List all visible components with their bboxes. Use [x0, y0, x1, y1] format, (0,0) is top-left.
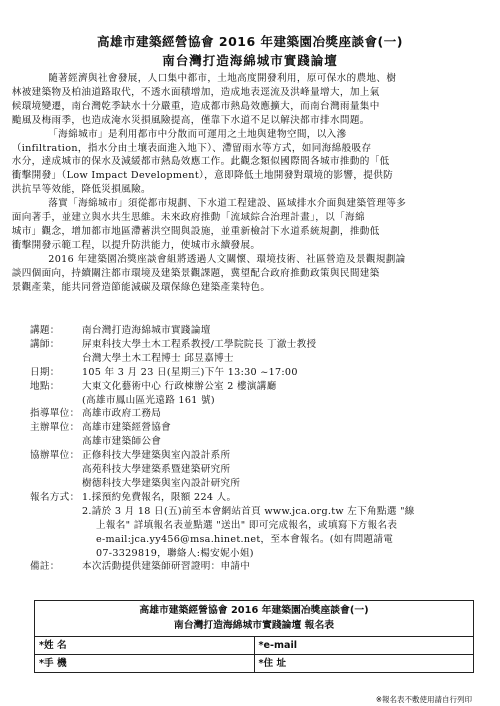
date-label: 日期：	[30, 366, 60, 378]
topic-label: 講題：	[30, 325, 60, 336]
document-subtitle: 南台灣打造海綿城市實踐論壇	[162, 53, 338, 68]
host-label: 主辦單位：	[30, 422, 80, 434]
text-line: 洪抗旱等效能，降低災損風險。	[11, 184, 151, 196]
host-row	[30, 421, 480, 449]
text-line: 城市」觀念，增加都市地區滯蓄洪空間與設施，並重新檢討下水道系統規劃，推動低	[11, 225, 380, 237]
address-field[interactable]: *住 址	[254, 655, 474, 672]
name-field[interactable]: *姓 名	[39, 640, 67, 651]
speaker-label: 講師：	[30, 338, 60, 350]
text-line: 衝擊開發」（Low Impact Development），意即降低土地開發對環境的影響，提供防	[11, 170, 394, 182]
registration-row	[30, 491, 480, 561]
intro-body	[11, 72, 473, 295]
text-line: 2016 年建築園冶獎座談會組將透過人文關懷、環境技術、社區營造及景觀規劃論	[48, 253, 406, 265]
text-line: （infiltration，指水分由土壤表面進入地下）、滯留雨水等方式，如同海綿般吸存	[11, 142, 372, 154]
text-line: 隨著經濟與社會發展，人口集中都市，土地高度開發利用，原可保水的農地、樹	[48, 73, 397, 84]
date-value: 105 年 3 月 23 日(星期三)下午 13:30 ~17:00	[82, 366, 298, 378]
remark-label: 備註：	[30, 561, 60, 573]
co-organizer-value: 正修科技大學建築與室內設計系所	[82, 450, 231, 462]
phone-field[interactable]: *手 機	[39, 658, 67, 669]
venue-row	[30, 380, 480, 408]
registration-step: 2.請於 3 月 18 日(五)前至本會網站首頁 www.jca.org.tw 左下角點選 "線	[82, 505, 415, 517]
text-line: 面向著手，並建立與水共生思維。未來政府推動「流域綜合治理計畫」，以「海綿	[11, 212, 365, 224]
email-field[interactable]: *e-mail	[254, 637, 474, 654]
form-subtitle: 南台灣打造海綿城市實踐論壇 報名表	[173, 620, 335, 631]
host-value: 高雄市建築經營協會	[82, 422, 172, 434]
speaker-value: 屏東科技大學土木工程系教授/工學院院長 丁澈士教授	[82, 338, 317, 350]
topic-value: 南台灣打造海綿城市實踐論壇	[82, 325, 211, 336]
supervisor-row	[30, 407, 480, 421]
footer-note: ※報名表不敷使用請自行列印	[375, 695, 472, 704]
remark-value: 本次活動提供建築師研習證明：申請中	[82, 561, 251, 573]
document-title: 高雄市建築經營協會 2016 年建築園冶獎座談會(一)	[97, 34, 403, 49]
host-value: 高雄市建築師公會	[82, 436, 162, 448]
venue-address: (高雄市鳳山區光遠路 161 號)	[82, 394, 215, 406]
registration-contact: 07-3329819，聯絡人:楊安妮小姐)	[96, 547, 254, 559]
supervisor-label: 指導單位：	[30, 408, 80, 420]
form-row	[35, 655, 473, 672]
registration-form	[34, 600, 474, 673]
venue-label: 地點：	[30, 380, 60, 392]
text-line: 談四個面向，持續關注都市環境及建築景觀課題，冀望配合政府推動政策與民間建築	[11, 267, 380, 279]
event-info	[30, 324, 480, 574]
date-row	[30, 366, 480, 380]
text-line: 颱風及梅雨季，也造成淹水災損風險提高，僅靠下水道不足以解決都市排水問題。	[11, 114, 370, 126]
text-line: 「海綿城市」是利用都市中分散而可運用之土地與建物空間，以入滲	[48, 128, 347, 140]
co-organizer-value: 高苑科技大學建築系暨建築研究所	[82, 464, 231, 476]
registration-label: 報名方式：	[30, 491, 80, 503]
form-row	[35, 637, 473, 655]
registration-email[interactable]: e-mail:jca.yy456@msa.hinet.net，至本會報名。(如有問題請電	[96, 533, 394, 545]
text-line: 候環境變遷，南台灣乾季缺水十分嚴重，造成都市熱島效應擴大，而南台灣雨量集中	[11, 100, 380, 112]
text-line: 衝擊開發示範工程，以提升防洪能力，使城市永續發展。	[11, 239, 261, 251]
text-line: 落實「海綿城市」須從都市規劃、下水道工程建設、區域排水介面與建築管理等多	[48, 198, 407, 210]
remark-row	[30, 560, 480, 574]
intro-paragraph-4	[11, 253, 473, 295]
text-line: 林被建築物及柏油道路取代，不透水面積增加，造成地表逕流及洪峰量增大，加上氣	[11, 86, 380, 98]
co-organizer-label: 協辦單位：	[30, 450, 80, 462]
speaker-row	[30, 338, 480, 366]
supervisor-value: 高雄市政府工務局	[82, 408, 162, 420]
topic-row	[30, 324, 480, 338]
intro-paragraph-1	[11, 72, 473, 128]
registration-step: 1.採預約免費報名，限額 224 人。	[82, 491, 237, 503]
speaker-value: 台灣大學土木工程博士 邱昱嘉博士	[82, 352, 234, 364]
co-organizer-row	[30, 449, 480, 491]
registration-form-header	[35, 601, 473, 637]
intro-paragraph-3	[11, 197, 473, 253]
form-title: 高雄市建築經營協會 2016 年建築園冶獎座談會(一)	[139, 605, 369, 616]
text-line: 景觀產業，能共同營造節能減碳及環保綠色建築產業特色。	[11, 281, 271, 293]
text-line: 水分，達成城市的保水及減緩都市熱島效應工作。此觀念類似國際間各城市推動的「低	[11, 156, 390, 168]
co-organizer-value: 樹德科技大學建築與室內設計研究所	[82, 477, 241, 489]
intro-paragraph-2	[11, 128, 473, 198]
venue-value: 大東文化藝術中心 行政棟辦公室 2 樓演講廳	[82, 380, 277, 392]
registration-step: 上報名" 詳填報名表並點選 "送出" 即可完成報名，或填寫下方報名表	[96, 519, 398, 531]
